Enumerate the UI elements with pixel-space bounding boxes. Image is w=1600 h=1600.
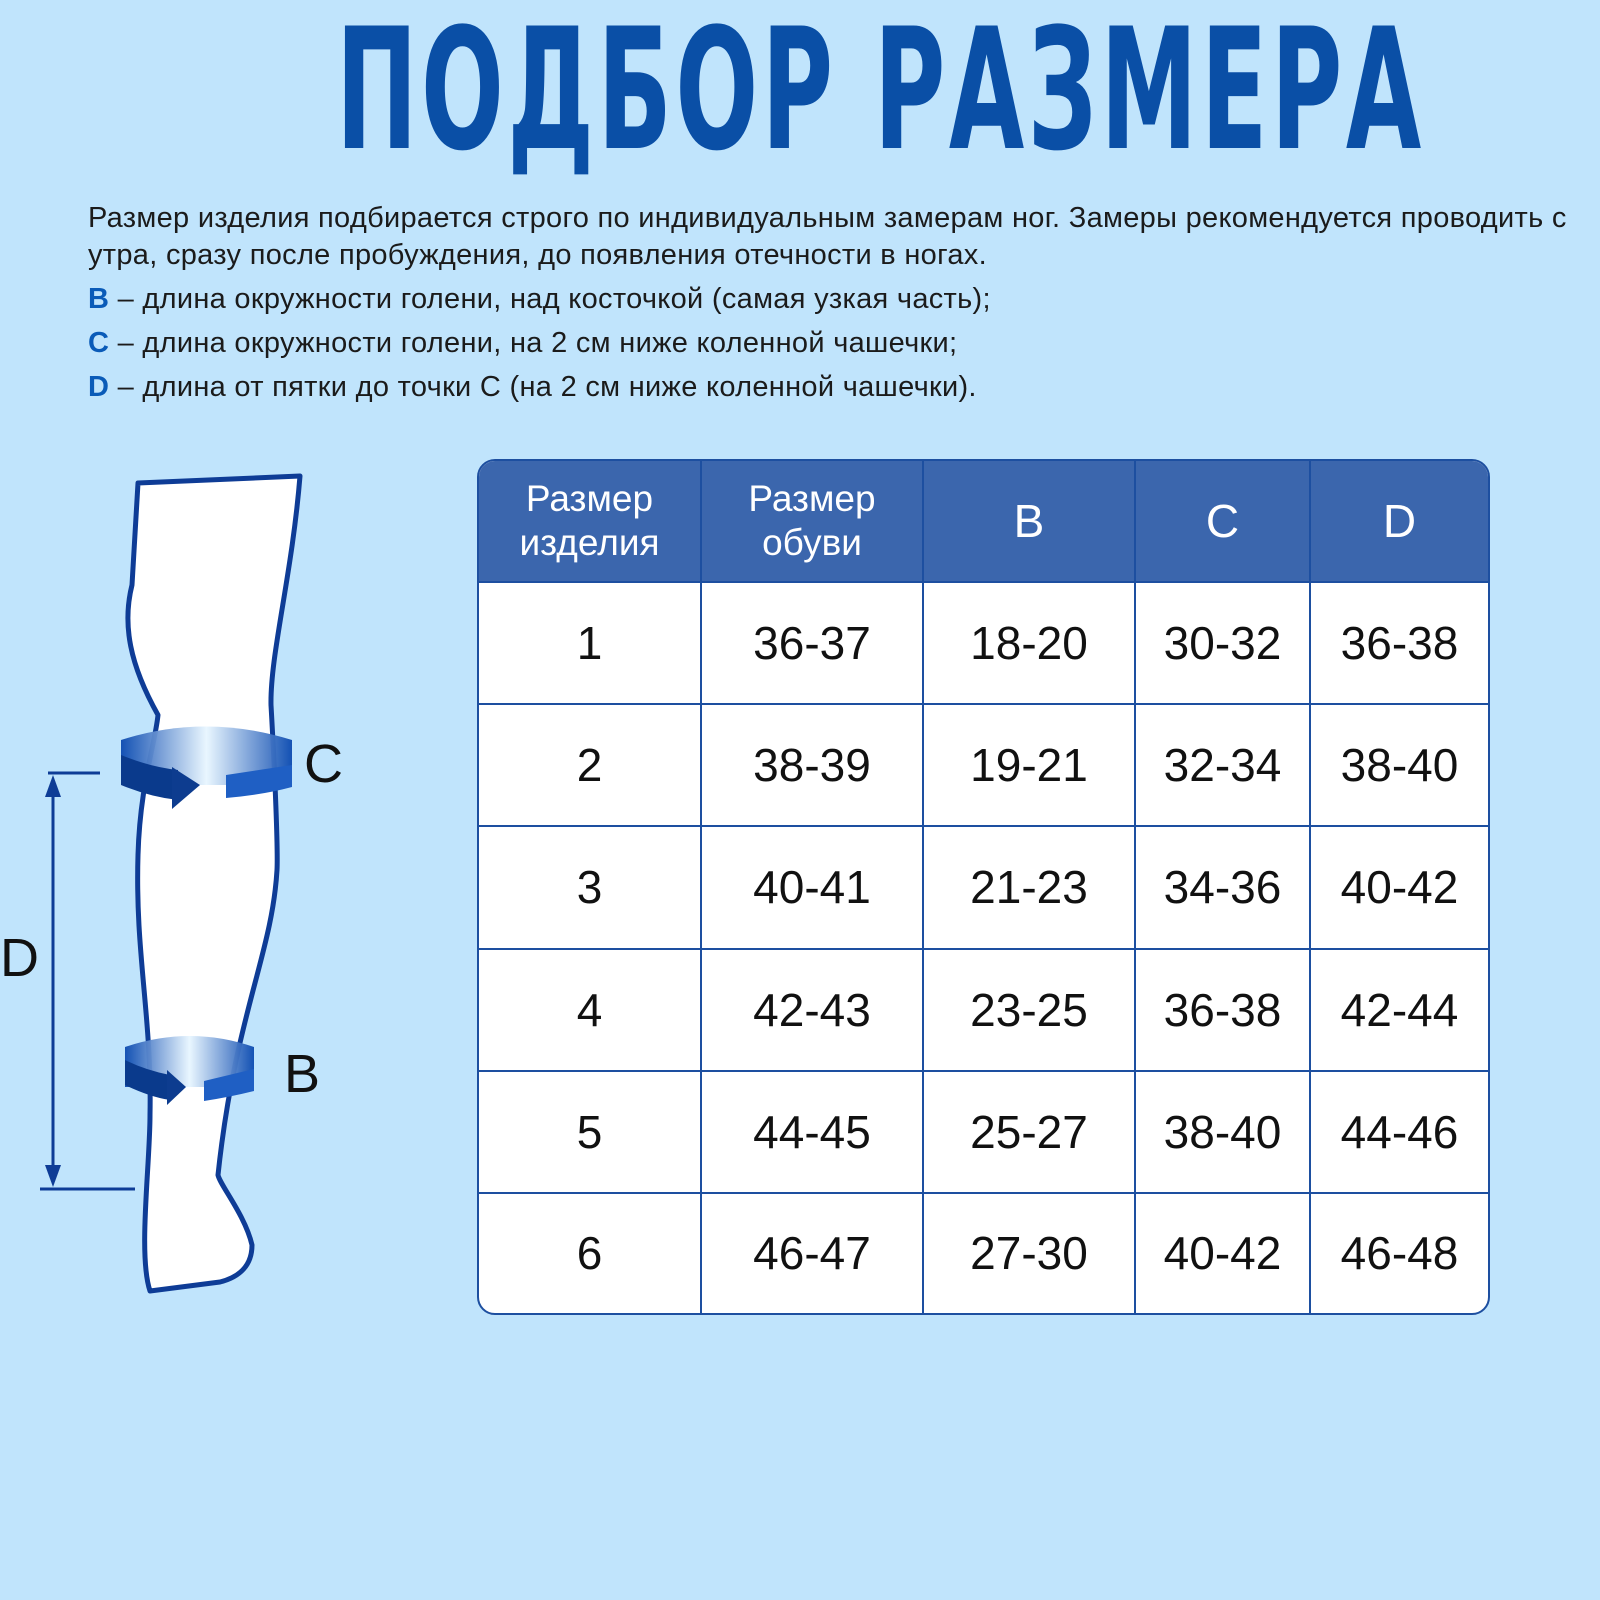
label-b: B <box>284 1044 321 1104</box>
cell-b: 18-20 <box>923 582 1135 704</box>
definition-c <box>88 325 1578 362</box>
table-row <box>479 704 1488 826</box>
cell-b: 27-30 <box>923 1193 1135 1313</box>
cell-b: 21-23 <box>923 826 1135 948</box>
header-shoe-size: Размер обуви <box>701 461 923 582</box>
header-c: C <box>1135 461 1310 582</box>
header-d: D <box>1310 461 1488 582</box>
cell-product-size: 6 <box>479 1193 701 1313</box>
cell-c: 36-38 <box>1135 949 1310 1071</box>
cell-c: 32-34 <box>1135 704 1310 826</box>
table-row <box>479 582 1488 704</box>
definition-b <box>88 281 1578 318</box>
page-title: ПОДБОР РАЗМЕРА <box>336 0 1425 188</box>
table-row <box>479 1193 1488 1313</box>
definition-text: – длина от пятки до точки С (на 2 см ниже коленной чашечки). <box>109 371 977 403</box>
table-row <box>479 1071 1488 1193</box>
arrow-down-icon <box>45 1165 61 1187</box>
cell-product-size: 1 <box>479 582 701 704</box>
cell-shoe-size: 38-39 <box>701 704 923 826</box>
definition-key: D <box>88 371 110 403</box>
cell-b: 25-27 <box>923 1071 1135 1193</box>
cell-b: 19-21 <box>923 704 1135 826</box>
cell-c: 38-40 <box>1135 1071 1310 1193</box>
cell-d: 38-40 <box>1310 704 1488 826</box>
cell-c: 40-42 <box>1135 1193 1310 1313</box>
cell-shoe-size: 40-41 <box>701 826 923 948</box>
header-b: B <box>923 461 1135 582</box>
cell-c: 30-32 <box>1135 582 1310 704</box>
cell-shoe-size: 44-45 <box>701 1071 923 1193</box>
d-dimension-line <box>40 773 135 1189</box>
leg-outline <box>128 476 300 1291</box>
cell-product-size: 2 <box>479 704 701 826</box>
instructions <box>88 200 1578 406</box>
definition-text: – длина окружности голени, над косточкой (самая узкая часть); <box>109 283 991 315</box>
cell-d: 44-46 <box>1310 1071 1488 1193</box>
cell-product-size: 5 <box>479 1071 701 1193</box>
definition-key: B <box>88 283 110 315</box>
cell-b: 23-25 <box>923 949 1135 1071</box>
definition-key: C <box>88 327 110 359</box>
cell-product-size: 4 <box>479 949 701 1071</box>
definition-text: – длина окружности голени, на 2 см ниже коленной чашечки; <box>109 327 958 359</box>
cell-shoe-size: 42-43 <box>701 949 923 1071</box>
definition-d <box>88 369 1578 406</box>
table-row <box>479 949 1488 1071</box>
cell-shoe-size: 36-37 <box>701 582 923 704</box>
size-table <box>477 459 1490 1315</box>
cell-d: 42-44 <box>1310 949 1488 1071</box>
instructions-paragraph: Размер изделия подбирается строго по индивидуальным замерам ног. Замеры рекомендуется проводить с утра, сразу после пробуждения, до появления отечности в ногах. <box>88 202 1567 271</box>
cell-c: 34-36 <box>1135 826 1310 948</box>
leg-measurement-diagram <box>0 455 360 1335</box>
cell-shoe-size: 46-47 <box>701 1193 923 1313</box>
table-row <box>479 826 1488 948</box>
cell-d: 40-42 <box>1310 826 1488 948</box>
arrow-up-icon <box>45 775 61 797</box>
header-product-size: Размер изделия <box>479 461 701 582</box>
table-header-row <box>479 461 1488 582</box>
leg-illustration <box>0 455 360 1335</box>
cell-d: 36-38 <box>1310 582 1488 704</box>
label-c: C <box>304 734 343 794</box>
cell-product-size: 3 <box>479 826 701 948</box>
label-d: D <box>0 928 39 988</box>
cell-d: 46-48 <box>1340 1227 1459 1280</box>
